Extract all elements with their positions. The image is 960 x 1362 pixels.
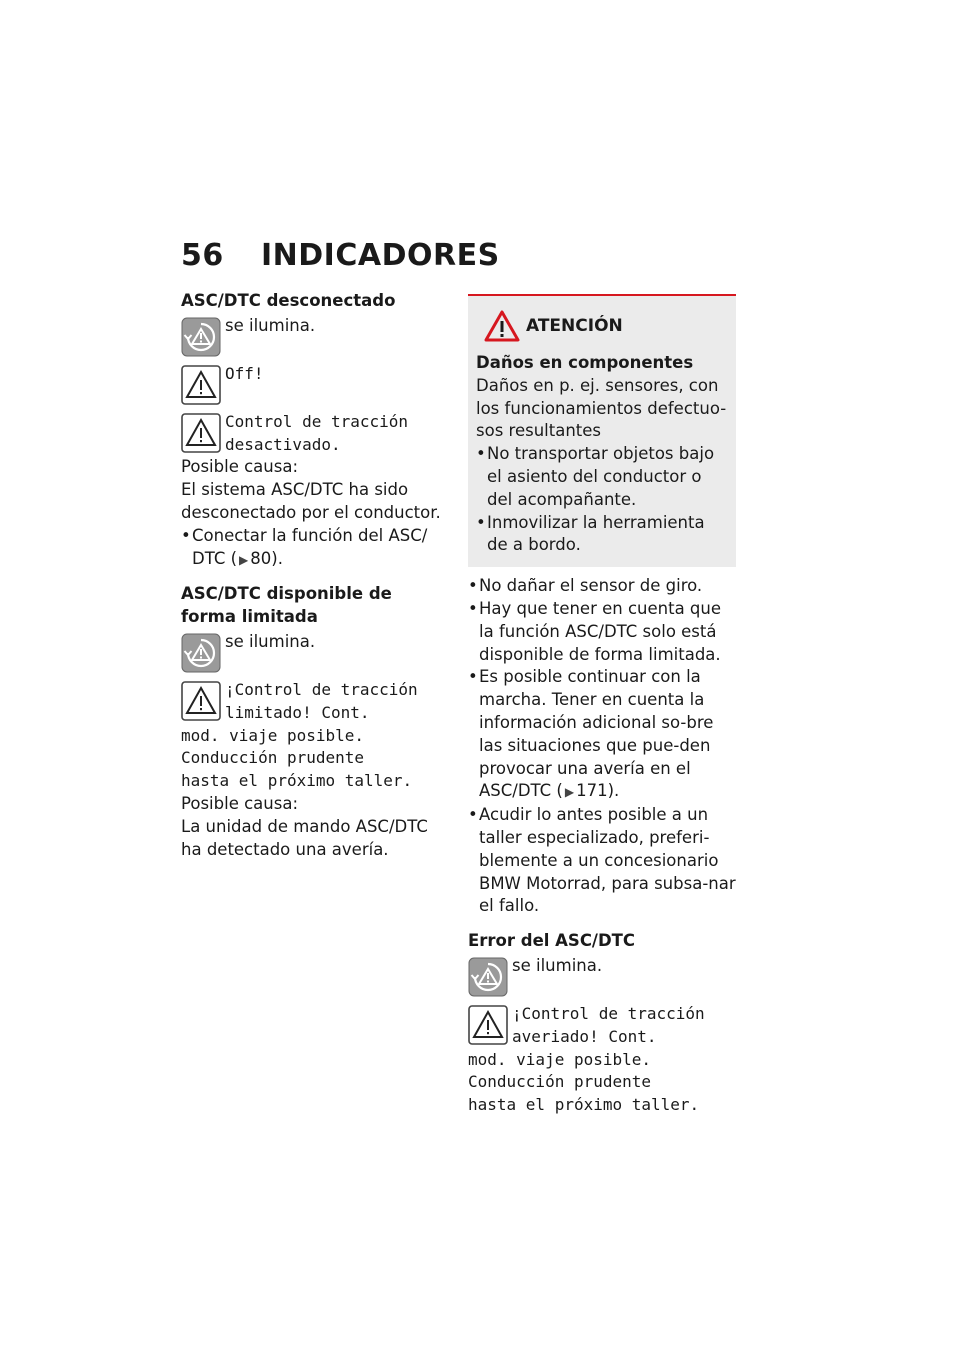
indicator-row <box>181 679 449 725</box>
page-reference[interactable]: 171). <box>576 781 620 801</box>
cause-label: Posible causa: <box>181 457 298 477</box>
message-line: ¡Control de tracción <box>225 679 418 699</box>
page-header <box>181 238 500 273</box>
section-heading-asc-off: ASC/DTC desconectado <box>181 291 396 310</box>
right-column <box>468 294 736 1117</box>
lamp-text: se ilumina. <box>512 955 603 975</box>
warning-subtitle: Daños en componentes <box>476 353 694 372</box>
page-reference[interactable]: 80). <box>250 548 283 568</box>
message-line: Conducción prudente <box>468 1072 652 1092</box>
warning-triangle-icon <box>484 310 520 342</box>
message-line: limitado! Cont. <box>225 702 370 722</box>
warning-triangle-icon <box>181 681 221 721</box>
display-message: Off! <box>225 363 264 383</box>
display-message <box>512 1003 736 1049</box>
section-heading-asc-error: Error del ASC/DTC <box>468 931 636 951</box>
list-item: • No dañar el sensor de giro. <box>468 575 736 598</box>
warning-triangle-icon <box>181 365 221 405</box>
display-message <box>225 411 449 457</box>
list-item: • Inmovilizar la herramienta de a bordo. <box>476 512 728 558</box>
indicator-row <box>181 411 449 457</box>
message-line: averiado! Cont. <box>512 1026 657 1046</box>
page-number: 56 <box>181 238 224 273</box>
warning-text: Daños en p. ej. sensores, con los funcionamientos defectuo-sos resultantes <box>476 375 727 441</box>
section-heading-asc-limited: ASC/DTC disponible de forma limitada <box>181 584 392 627</box>
lamp-text: se ilumina. <box>225 315 316 335</box>
list-item: • No transportar objetos bajo el asiento del conductor o del acompañante. <box>476 443 728 511</box>
message-line: ¡Control de tracción <box>512 1003 705 1023</box>
message-line: mod. viaje posible. <box>468 1049 652 1069</box>
message-line: hasta el próximo taller. <box>468 1095 700 1115</box>
list-item <box>468 666 736 804</box>
warning-title <box>476 310 728 342</box>
message-line: desactivado. <box>225 434 341 454</box>
section-title: INDICADORES <box>261 238 500 273</box>
warning-bullets <box>476 443 728 557</box>
bullet-list <box>468 575 736 918</box>
bullet-text: Conectar la función del ASC/ DTC ( <box>192 525 428 568</box>
indicator-row <box>468 955 736 997</box>
reference-arrow-icon: ▶ <box>239 552 249 567</box>
indicator-row <box>181 631 449 673</box>
list-item <box>181 525 449 572</box>
asc-dtc-lamp-icon <box>181 317 221 357</box>
message-line: Conducción prudente <box>181 748 365 768</box>
warning-box <box>468 294 736 567</box>
cause-text: El sistema ASC/DTC ha sido desconectado por el conductor. <box>181 480 441 522</box>
lamp-text: se ilumina. <box>225 631 316 651</box>
warning-triangle-icon <box>181 413 221 453</box>
list-item: • Hay que tener en cuenta que la función ASC/DTC solo está disponible de forma limitada. <box>468 598 736 666</box>
bullet-text: Es posible continuar con la marcha. Tener en cuenta la información adicional so-bre las situaciones que pue-den provocar una avería en el ASC/DTC ( <box>479 667 714 801</box>
indicator-row <box>181 363 449 405</box>
warning-triangle-icon <box>468 1005 508 1045</box>
cause-text: La unidad de mando ASC/DTC ha detectado una avería. <box>181 816 428 859</box>
asc-dtc-lamp-icon <box>468 957 508 997</box>
message-line: mod. viaje posible. <box>181 725 365 745</box>
display-message <box>225 679 449 725</box>
indicator-row <box>181 315 449 357</box>
left-column <box>181 290 449 861</box>
cause-label: Posible causa: <box>181 793 298 813</box>
list-item: • Acudir lo antes posible a un taller especializado, preferi-blemente a un concesionario BMW Motorrad, para subsa-nar el fallo. <box>468 804 736 918</box>
asc-dtc-lamp-icon <box>181 633 221 673</box>
indicator-row <box>468 1003 736 1049</box>
message-line: hasta el próximo taller. <box>181 771 413 791</box>
bullet-list <box>181 525 449 572</box>
warning-label: ATENCIÓN <box>526 315 623 336</box>
reference-arrow-icon: ▶ <box>564 785 575 800</box>
message-line: Control de tracción <box>225 411 409 431</box>
